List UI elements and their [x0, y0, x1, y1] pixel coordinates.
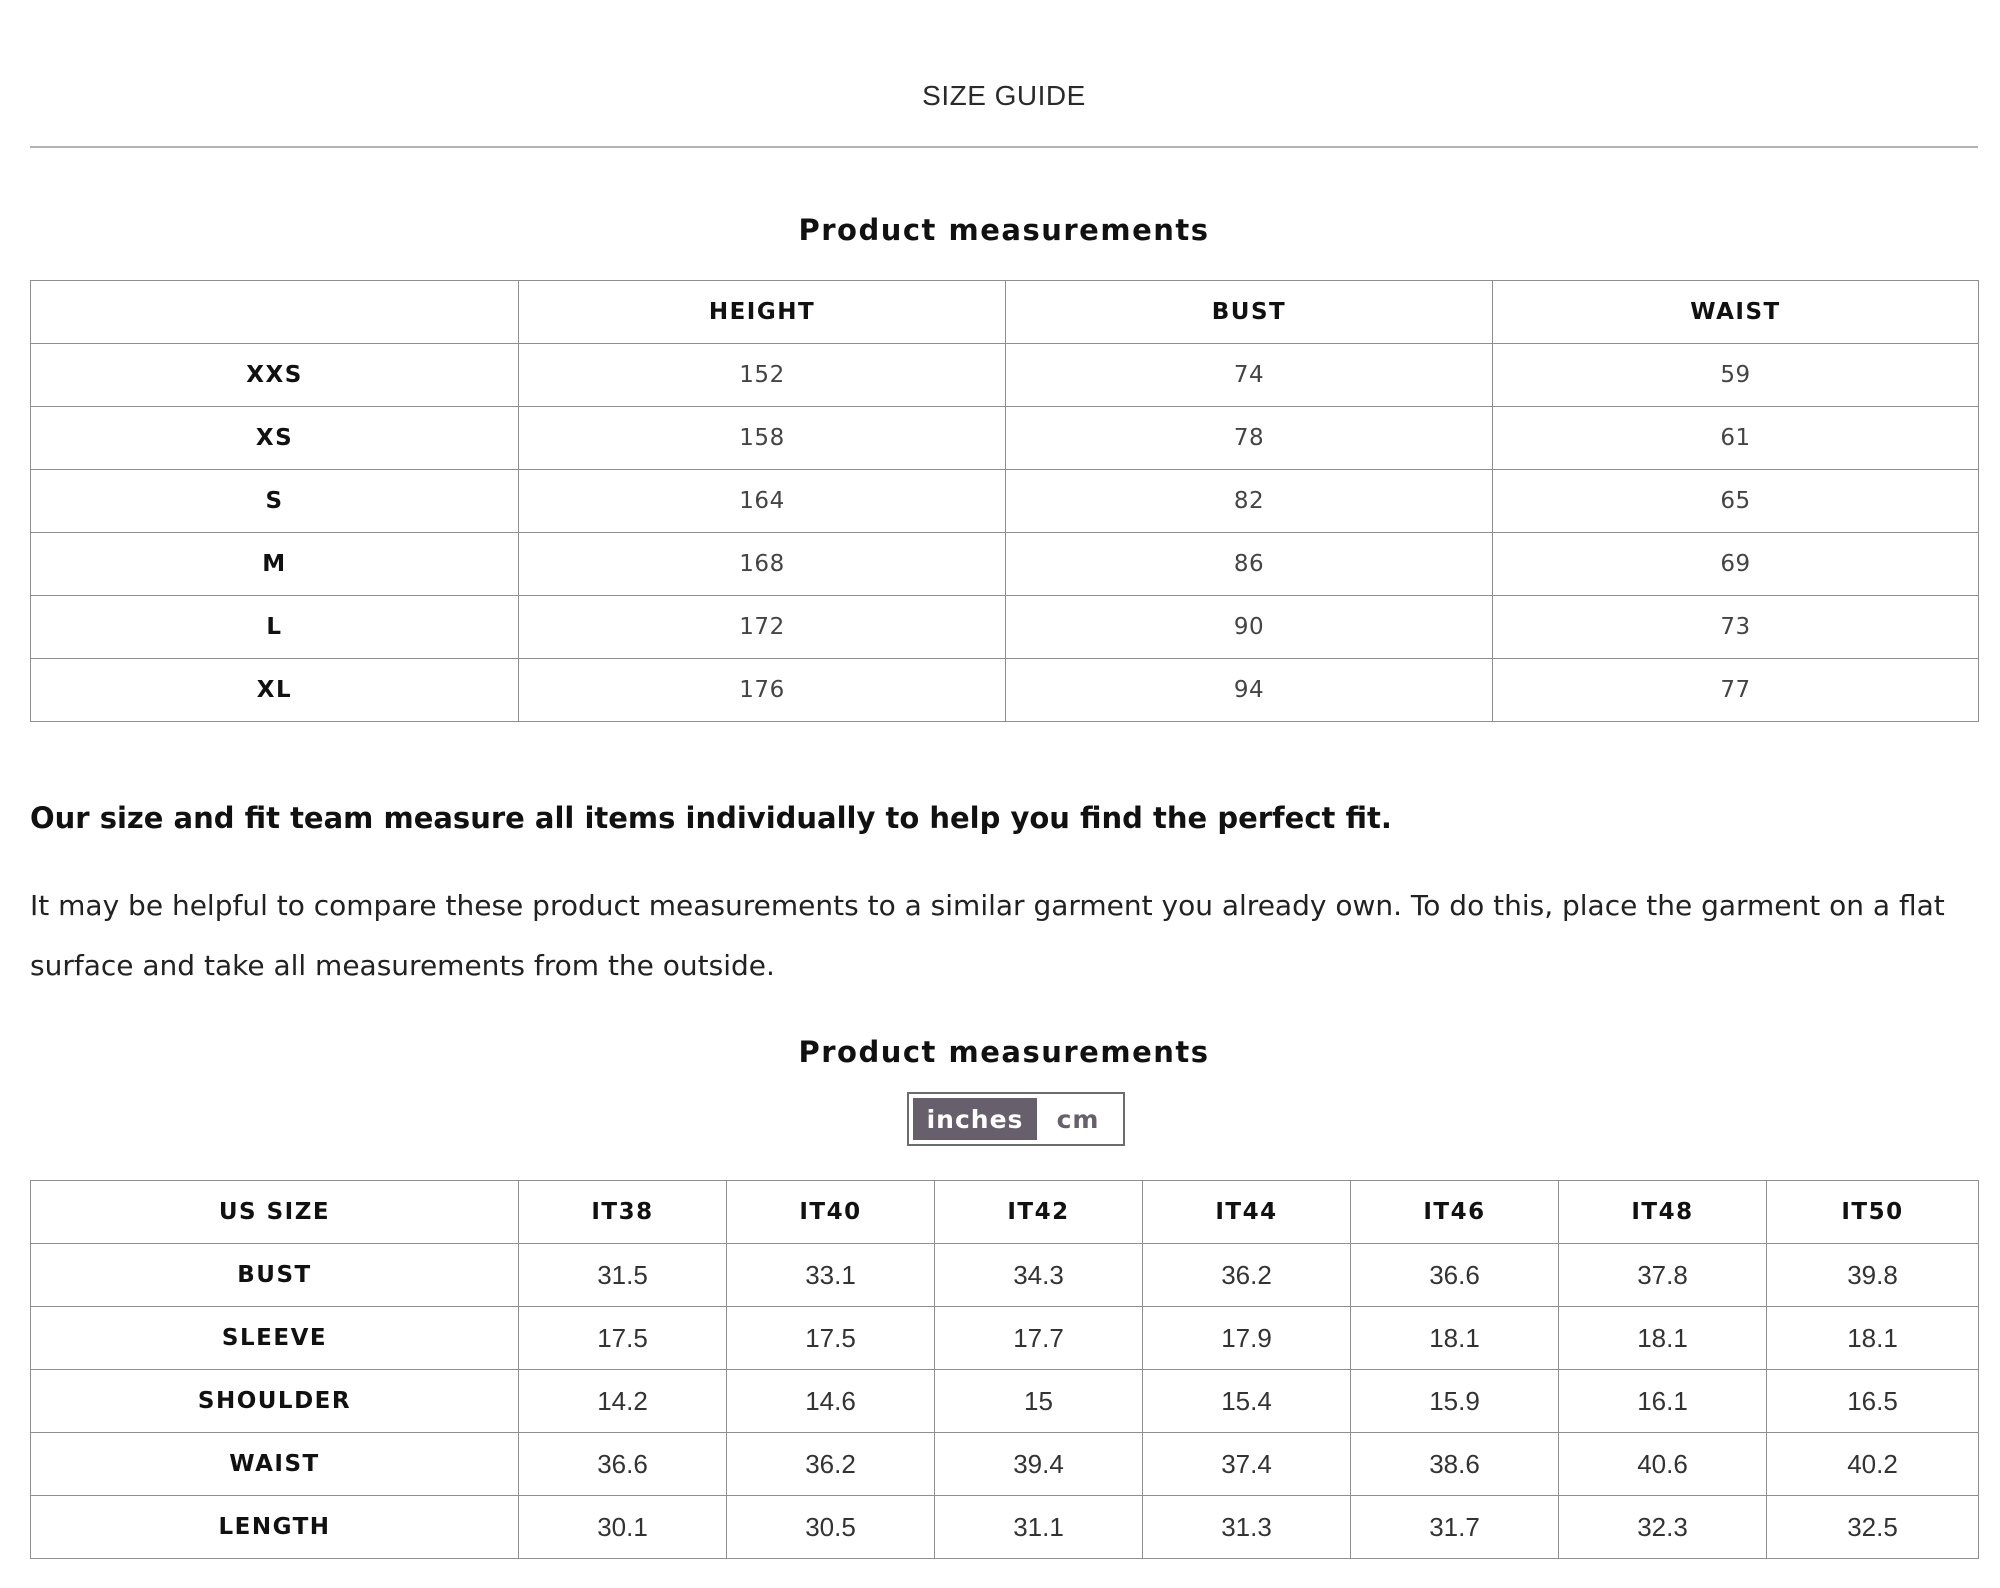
- table-row: [31, 1307, 1979, 1370]
- table-cell: 15.9: [1351, 1370, 1559, 1433]
- column-header-it40: IT40: [727, 1181, 935, 1244]
- size-measurements-table: [30, 280, 1979, 722]
- table-cell: 18.1: [1351, 1307, 1559, 1370]
- modal-title: SIZE GUIDE: [922, 80, 1086, 111]
- cell-height: 172: [519, 596, 1006, 659]
- table-row: [31, 470, 1979, 533]
- fit-team-headline: Our size and fit team measure all items individually to help you find the perfect fit.: [30, 801, 1392, 835]
- cell-height: 168: [519, 533, 1006, 596]
- table-cell: 16.1: [1559, 1370, 1767, 1433]
- table-cell: 30.1: [519, 1496, 727, 1559]
- table-cell: 15.4: [1143, 1370, 1351, 1433]
- section-heading-product-measurements-2: Product measurements: [798, 1035, 1210, 1069]
- column-header-it46: IT46: [1351, 1181, 1559, 1244]
- table-cell: 37.8: [1559, 1244, 1767, 1307]
- cell-height: 152: [519, 344, 1006, 407]
- table-cell: 32.5: [1767, 1496, 1979, 1559]
- title-divider: [30, 146, 1978, 148]
- row-label-size: XXS: [31, 344, 519, 407]
- column-header-height: HEIGHT: [519, 281, 1006, 344]
- cell-waist: 77: [1493, 659, 1979, 722]
- table-cell: 14.2: [519, 1370, 727, 1433]
- table-cell: 14.6: [727, 1370, 935, 1433]
- cell-waist: 69: [1493, 533, 1979, 596]
- table-cell: 31.7: [1351, 1496, 1559, 1559]
- table-cell: 31.5: [519, 1244, 727, 1307]
- cell-height: 158: [519, 407, 1006, 470]
- cell-bust: 82: [1006, 470, 1493, 533]
- table-header-row: [31, 1181, 1979, 1244]
- column-header-it50: IT50: [1767, 1181, 1979, 1244]
- column-header-it48: IT48: [1559, 1181, 1767, 1244]
- row-label-size: S: [31, 470, 519, 533]
- table-cell: 30.5: [727, 1496, 935, 1559]
- table-cell: 36.6: [519, 1433, 727, 1496]
- cell-bust: 86: [1006, 533, 1493, 596]
- table-cell: 40.2: [1767, 1433, 1979, 1496]
- cell-bust: 74: [1006, 344, 1493, 407]
- table-cell: 32.3: [1559, 1496, 1767, 1559]
- column-header-it44: IT44: [1143, 1181, 1351, 1244]
- table-cell: 33.1: [727, 1244, 935, 1307]
- table-cell: 39.8: [1767, 1244, 1979, 1307]
- table-cell: 17.7: [935, 1307, 1143, 1370]
- table-cell: 31.3: [1143, 1496, 1351, 1559]
- table-cell: 37.4: [1143, 1433, 1351, 1496]
- table-row: [31, 1370, 1979, 1433]
- table-cell: 18.1: [1767, 1307, 1979, 1370]
- table-cell: 18.1: [1559, 1307, 1767, 1370]
- unit-option-inches[interactable]: inches: [913, 1098, 1037, 1140]
- fit-instructions-text: It may be helpful to compare these product measurements to a similar garment you already own. To do this, place the garment on a flat surface and take all measurements from the outside.: [30, 889, 1945, 982]
- unit-toggle: [907, 1092, 1125, 1146]
- cell-height: 164: [519, 470, 1006, 533]
- cell-height: 176: [519, 659, 1006, 722]
- table-cell: 15: [935, 1370, 1143, 1433]
- table-cell: 39.4: [935, 1433, 1143, 1496]
- row-label-size: L: [31, 596, 519, 659]
- column-header-us-size: US SIZE: [31, 1181, 519, 1244]
- row-label-measurement: SLEEVE: [31, 1307, 519, 1370]
- column-header-waist: WAIST: [1493, 281, 1979, 344]
- unit-option-cm[interactable]: cm: [1037, 1098, 1119, 1140]
- table-cell: 38.6: [1351, 1433, 1559, 1496]
- row-label-measurement: LENGTH: [31, 1496, 519, 1559]
- table-row: [31, 659, 1979, 722]
- row-label-measurement: SHOULDER: [31, 1370, 519, 1433]
- table-cell: 36.2: [1143, 1244, 1351, 1307]
- table-row: [31, 1244, 1979, 1307]
- table-cell: 31.1: [935, 1496, 1143, 1559]
- cell-waist: 65: [1493, 470, 1979, 533]
- cell-bust: 90: [1006, 596, 1493, 659]
- table-row: [31, 1496, 1979, 1559]
- table-cell: 40.6: [1559, 1433, 1767, 1496]
- table-cell: 36.2: [727, 1433, 935, 1496]
- column-header-bust: BUST: [1006, 281, 1493, 344]
- table-cell: 36.6: [1351, 1244, 1559, 1307]
- column-header-it42: IT42: [935, 1181, 1143, 1244]
- table-cell: 34.3: [935, 1244, 1143, 1307]
- table-cell: 16.5: [1767, 1370, 1979, 1433]
- row-label-size: XS: [31, 407, 519, 470]
- table-row: [31, 344, 1979, 407]
- table-row: [31, 596, 1979, 659]
- section-heading-product-measurements: Product measurements: [798, 213, 1210, 247]
- table-cell: 17.5: [727, 1307, 935, 1370]
- row-label-size: M: [31, 533, 519, 596]
- cell-waist: 59: [1493, 344, 1979, 407]
- cell-waist: 61: [1493, 407, 1979, 470]
- row-label-size: XL: [31, 659, 519, 722]
- table-cell: 17.9: [1143, 1307, 1351, 1370]
- table-header-row: [31, 281, 1979, 344]
- table-row: [31, 407, 1979, 470]
- column-header-it38: IT38: [519, 1181, 727, 1244]
- table-row: [31, 1433, 1979, 1496]
- row-label-measurement: WAIST: [31, 1433, 519, 1496]
- column-header-blank: [31, 281, 519, 344]
- row-label-measurement: BUST: [31, 1244, 519, 1307]
- table-row: [31, 533, 1979, 596]
- table-cell: 17.5: [519, 1307, 727, 1370]
- cell-bust: 78: [1006, 407, 1493, 470]
- cell-bust: 94: [1006, 659, 1493, 722]
- cell-waist: 73: [1493, 596, 1979, 659]
- garment-measurements-table: [30, 1180, 1979, 1559]
